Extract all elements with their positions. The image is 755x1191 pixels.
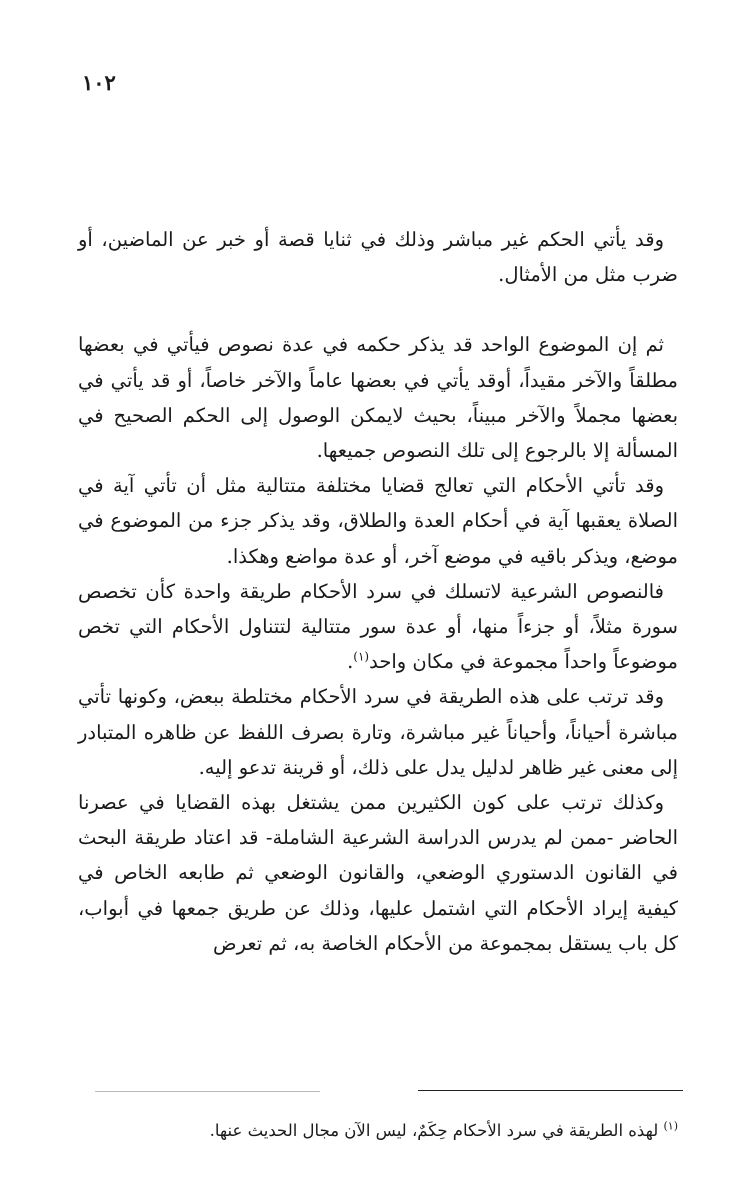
paragraph-4-end: .: [347, 650, 354, 674]
paragraph-4: [78, 574, 678, 680]
paragraph-3: وقد تأتي الأحكام التي تعالج قضايا مختلفة متتالية مثل أن تأتي آية في الصلاة يعقبها آية في أحكام العدة والطلاق، وقد يذكر جزء من الموضوع في موضع، ويذكر باقيه في موضع آخر، أو عدة مواضع وهكذا.: [78, 474, 678, 568]
footnote-mark: (١): [663, 1119, 678, 1133]
footnote-separator-faint: [95, 1091, 320, 1092]
footnote-reference[interactable]: (١): [353, 649, 370, 664]
paragraph-5: وقد ترتب على هذه الطريقة في سرد الأحكام مختلطة ببعض، وكونها تأتي مباشرة أحياناً، وأحياناً غير مباشرة، وتارة بصرف اللفظ عن ظاهره المتبادر إلى معنى غير ظاهر لدليل يدل على ذلك، أو قرينة تدعو إليه.: [78, 685, 678, 779]
footnote: [78, 1118, 678, 1144]
footnote-separator: [418, 1090, 683, 1091]
main-text: [78, 222, 678, 961]
paragraph-1: وقد يأتي الحكم غير مباشر وذلك في ثنايا قصة أو خبر عن الماضين، أو ضرب مثل من الأمثال.: [78, 228, 678, 287]
paragraph-2: ثم إن الموضوع الواحد قد يذكر حكمه في عدة نصوص فيأتي في بعضها مطلقاً والآخر مقيداً، أوقد يأتي في بعضها عاماً والآخر خاصاً، أو قد يأتي في بعضها مجملاً والآخر مبيناً، بحيث لايمكن الوصول إلى الحكم الصحيح في المسألة إلا بالرجوع إلى تلك النصوص جميعها.: [78, 333, 678, 463]
page-number: ١٠٢: [82, 70, 116, 95]
paragraph-4-text: فالنصوص الشرعية لاتسلك في سرد الأحكام طريقة واحدة كأن تخصص سورة مثلاً، أو جزءاً منها، أو عدة سور متتالية لتتناول الأحكام التي تخص موضوعاً واحداً مجموعة في مكان واحد: [78, 579, 678, 674]
footnote-text: لهذه الطريقة في سرد الأحكام حِكَمٌ، ليس الآن مجال الحديث عنها.: [209, 1121, 659, 1140]
paragraph-6: وكذلك ترتب على كون الكثيرين ممن يشتغل بهذه القضايا في عصرنا الحاضر -ممن لم يدرس الدراسة الشرعية الشاملة- قد اعتاد طريقة البحث في القانون الدستوري الوضعي، والقانون الوضعي ثم طابعه الخاص في كيفية إيراد الأحكام التي اشتمل عليها، وذلك عن طريق جمعها في أبواب، كل باب يستقل بمجموعة من الأحكام الخاصة به، ثم تعرض: [78, 791, 678, 955]
